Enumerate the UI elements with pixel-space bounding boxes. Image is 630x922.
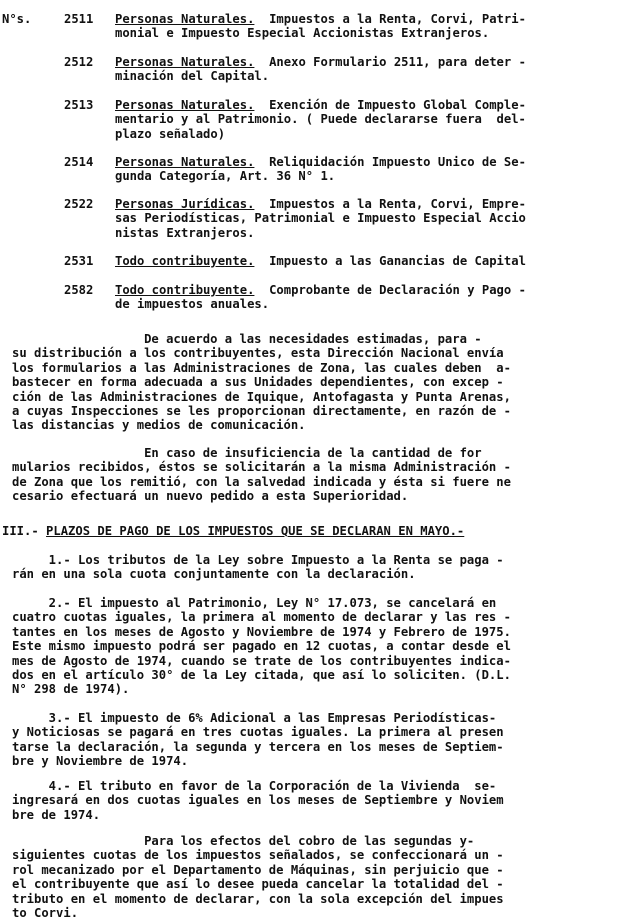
form-continuation: monial e Impuesto Especial Accionistas Extranjeros. xyxy=(115,26,490,41)
closing-paragraph: Para los efectos del cobro de las segundas y- siguientes cuotas de los impuestos señalados, se confeccionará un - rol mecanizado por el Departamento de Máquinas, sin perjuicio que - el contribuyente que así lo desee pueda cancelar la totalidad del - tributo en el momento de declarar, con la sola excepción del impues to Corvi. xyxy=(12,834,504,921)
form-title: Todo contribuyente. xyxy=(115,254,255,268)
form-title: Personas Naturales. xyxy=(115,12,255,26)
form-title: Personas Naturales. xyxy=(115,98,255,112)
form-description xyxy=(115,254,615,268)
form-description xyxy=(115,197,615,240)
form-continuation: gunda Categoría, Art. 36 N° 1. xyxy=(115,169,336,184)
form-rest: Comprobante de Declaración y Pago - xyxy=(254,283,526,297)
form-title: Todo contribuyente. xyxy=(115,283,255,297)
form-description xyxy=(115,12,615,41)
section-item-3: 3.- El impuesto de 6% Adicional a las Empresas Periodísticas- y Noticiosas se pagará en tres cuotas iguales. La primera al presen tarse la declaración, la segunda y tercera en los meses de Septiem- bre y Noviembre de 1974. xyxy=(12,711,504,769)
numbers-label: N°s. xyxy=(2,12,32,26)
form-number: 2531 xyxy=(64,254,94,268)
form-rest: Impuesto a las Ganancias de Capital xyxy=(254,254,526,268)
form-rest: Reliquidación Impuesto Unico de Se- xyxy=(254,155,526,169)
section-number: III.- xyxy=(2,524,47,538)
form-number: 2522 xyxy=(64,197,94,211)
form-description xyxy=(115,98,615,141)
form-description xyxy=(115,55,615,84)
form-rest: Impuestos a la Renta, Corvi, Patri- xyxy=(254,12,526,26)
form-rest: Impuestos a la Renta, Corvi, Empre- xyxy=(254,197,526,211)
form-description xyxy=(115,283,615,312)
form-title: Personas Jurídicas. xyxy=(115,197,255,211)
form-title: Personas Naturales. xyxy=(115,155,255,169)
insufficiency-paragraph: En caso de insuficiencia de la cantidad de for mularios recibidos, éstos se solicitarán a la misma Administración - de Zona que los remitió, con la salvedad indicada y ésta si fuere ne cesario efectuará un nuevo pedido a esta Superioridad. xyxy=(12,446,511,504)
form-title: Personas Naturales. xyxy=(115,55,255,69)
form-description xyxy=(115,155,615,184)
section-item-1: 1.- Los tributos de la Ley sobre Impuesto a la Renta se paga - rán en una sola cuota conjuntamente con la declaración. xyxy=(12,553,504,582)
section-heading xyxy=(2,524,622,538)
form-number: 2512 xyxy=(64,55,94,69)
form-number: 2511 xyxy=(64,12,94,26)
form-continuation: mentario y al Patrimonio. ( Puede declararse fuera del- plazo señalado) xyxy=(115,112,526,141)
form-rest: Anexo Formulario 2511, para deter - xyxy=(254,55,526,69)
section-title: PLAZOS DE PAGO DE LOS IMPUESTOS QUE SE DECLARAN EN MAYO.- xyxy=(46,524,465,538)
form-continuation: minación del Capital. xyxy=(115,69,270,84)
form-rest: Exención de Impuesto Global Comple- xyxy=(254,98,526,112)
form-number: 2582 xyxy=(64,283,94,297)
form-number: 2513 xyxy=(64,98,94,112)
distribution-paragraph: De acuerdo a las necesidades estimadas, para - su distribución a los contribuyentes, esta Dirección Nacional envía los formularios a las Administraciones de Zona, las cuales deben a- bastecer en forma adecuada a sus Unidades dependientes, con excep - ción de las Administraciones de Iquique, Antofagasta y Punta Arenas, a cuyas Inspecciones se les proporcionan directamente, en razón de - las distancias y medios de comunicación. xyxy=(12,332,511,433)
form-continuation: de impuestos anuales. xyxy=(115,297,270,312)
form-continuation: sas Periodísticas, Patrimonial e Impuesto Especial Accio nistas Extranjeros. xyxy=(115,211,526,240)
form-number: 2514 xyxy=(64,155,94,169)
section-item-2: 2.- El impuesto al Patrimonio, Ley N° 17.073, se cancelará en cuatro cuotas iguales, la primera al momento de declarar y las res - tantes en los meses de Agosto y Noviembre de 1974 y Febrero de 1975. Este mismo impuesto podrá ser pagado en 12 cuotas, a contar desde el mes de Agosto de 1974, cuando se trate de los contribuyentes indica- dos en el artículo 30° de la Ley citada, que así lo soliciten. (D.L. N° 298 de 1974). xyxy=(12,596,511,697)
section-heading-text xyxy=(2,524,464,538)
section-item-4: 4.- El tributo en favor de la Corporación de la Vivienda se- ingresará en dos cuotas iguales en los meses de Septiembre y Noviem bre de 1974. xyxy=(12,779,504,822)
